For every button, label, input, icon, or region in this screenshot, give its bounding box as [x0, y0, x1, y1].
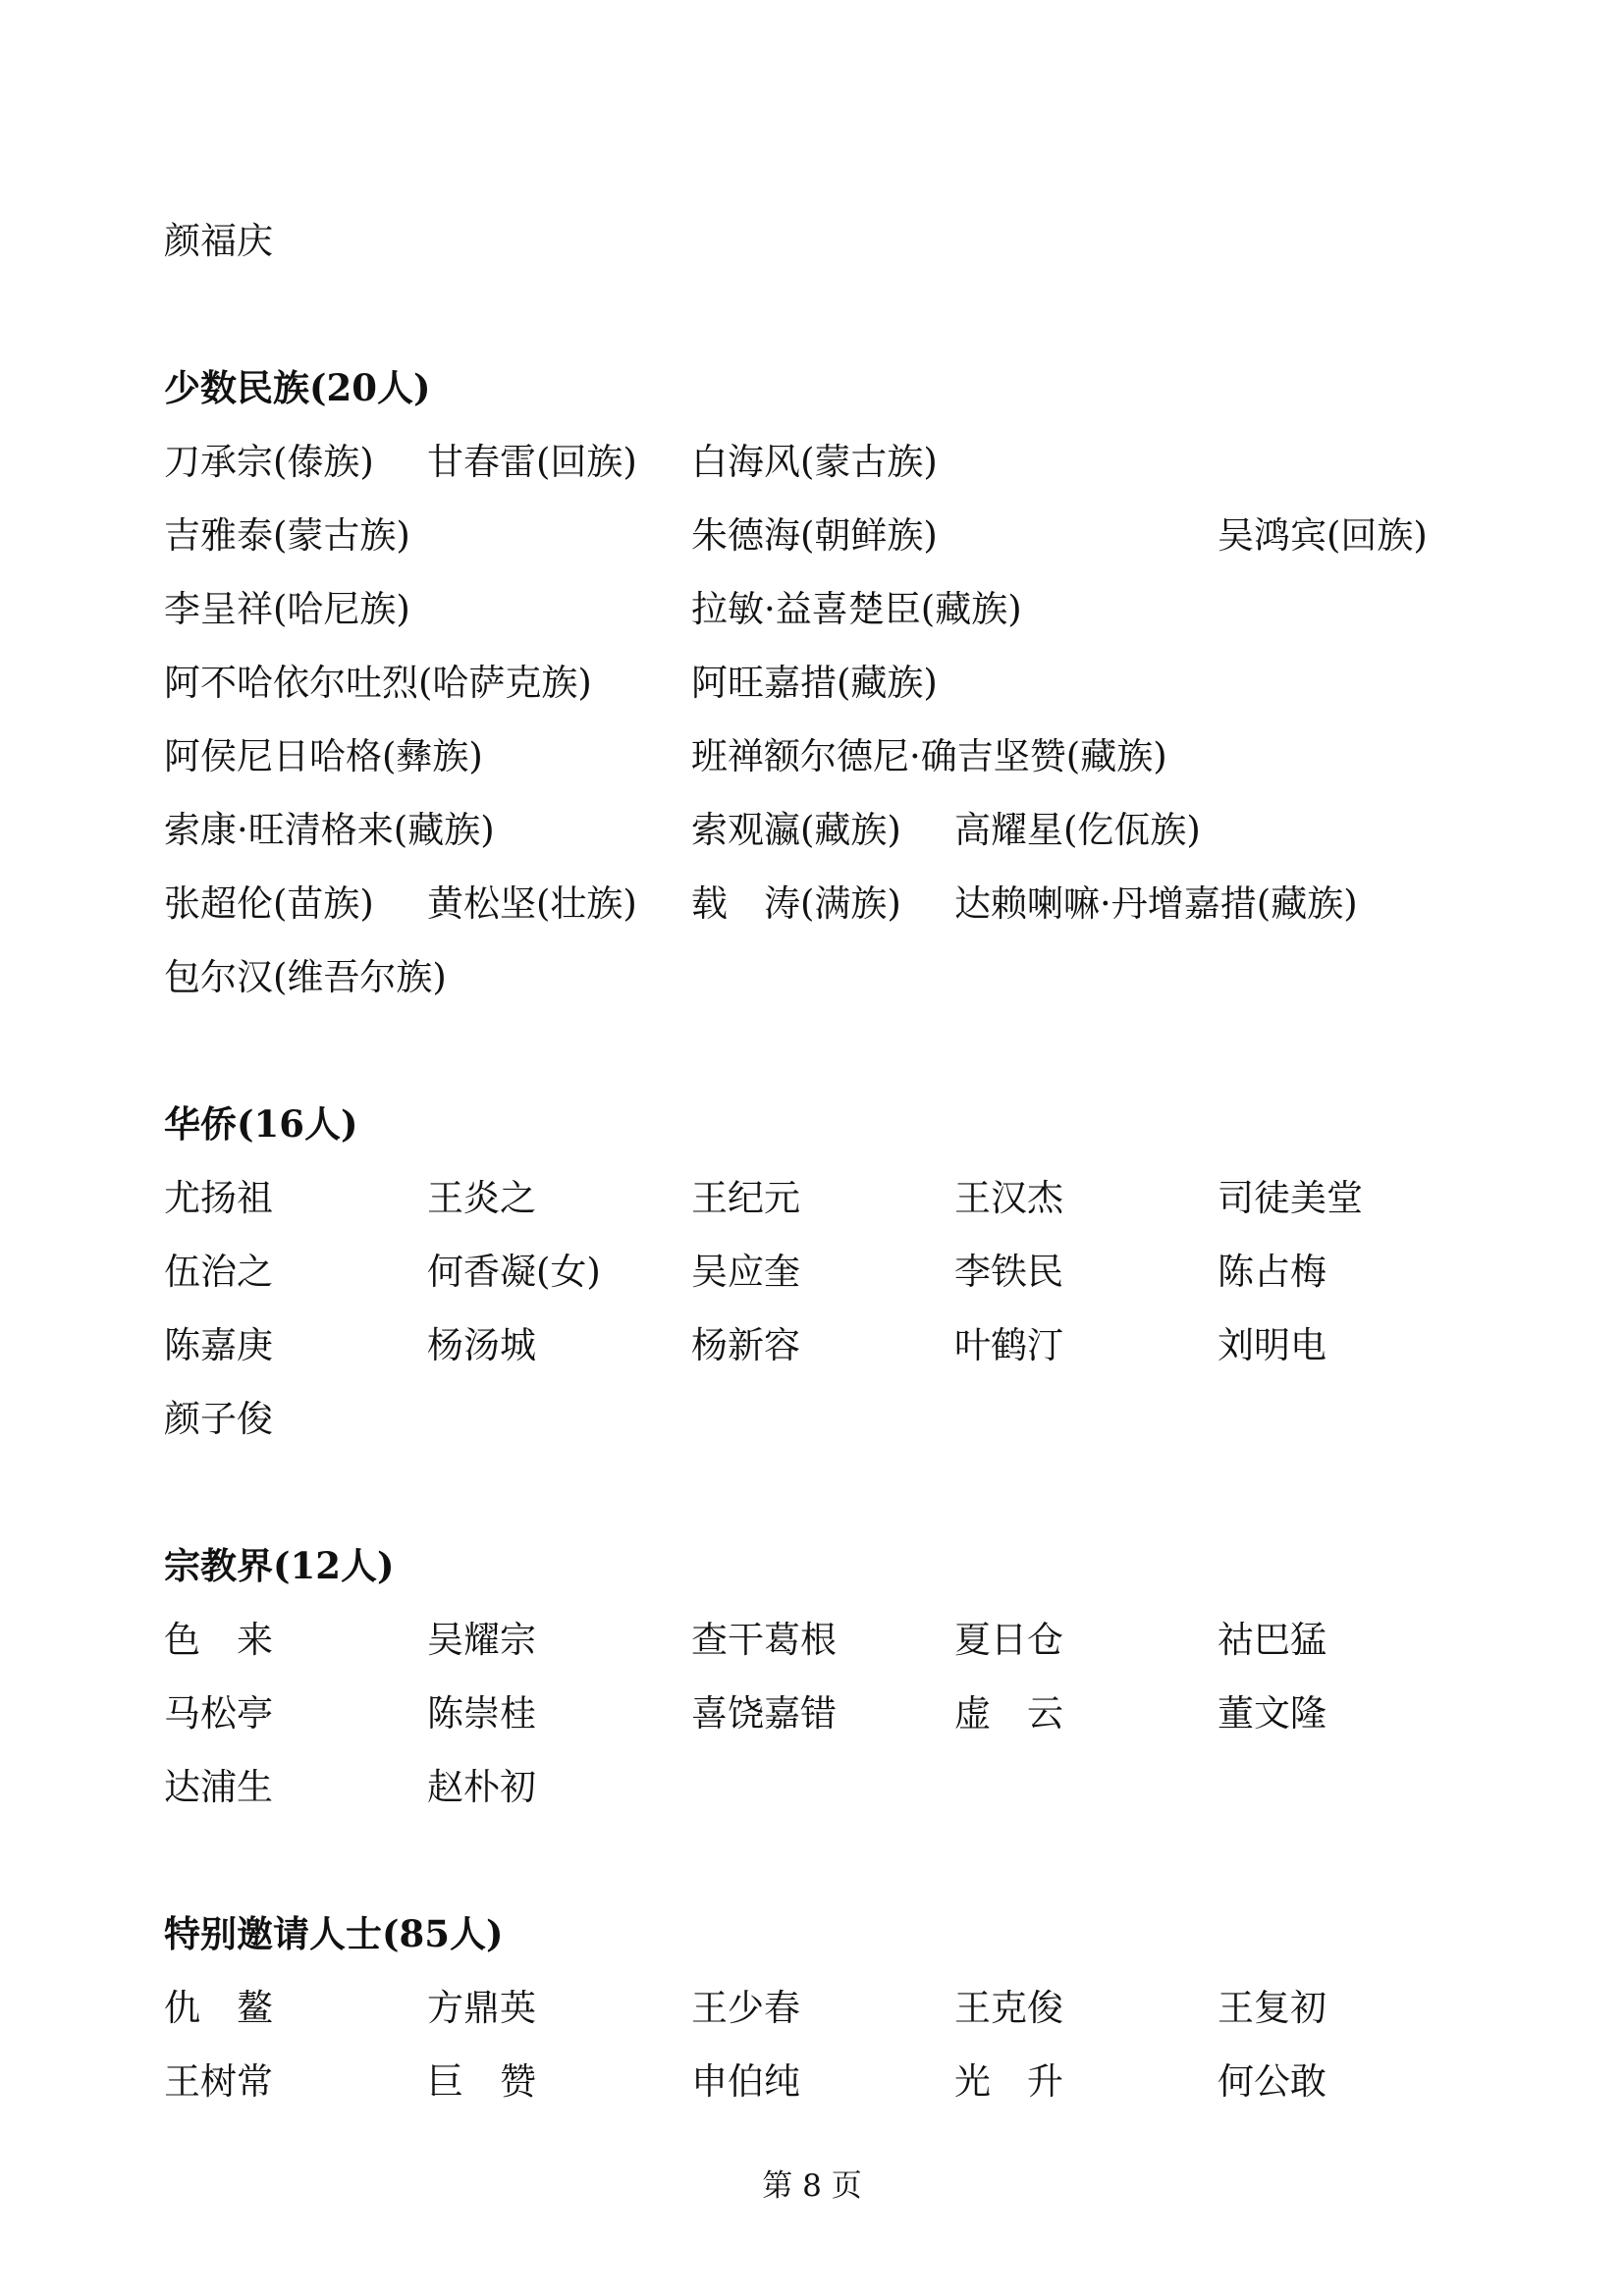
name-entry: 夏日仓 [954, 1619, 1063, 1661]
name-entry: 仇 鳌 [164, 1987, 273, 2029]
list-row [164, 940, 1470, 1014]
name-entry: 叶鹤汀 [954, 1324, 1063, 1366]
name-entry: 颜福庆 [164, 220, 273, 262]
name-entry: 王复初 [1218, 1987, 1326, 2029]
name-entry: 杨新容 [691, 1324, 800, 1366]
name-entry: 尤扬祖 [164, 1177, 273, 1219]
name-entry: 吴耀宗 [427, 1619, 536, 1661]
list-row [164, 1308, 1470, 1382]
name-entry: 色 来 [164, 1619, 273, 1661]
list-row [164, 499, 1470, 572]
name-entry: 达浦生 [164, 1766, 273, 1808]
name-entry: 巨 赞 [427, 2060, 536, 2103]
list-row [164, 1750, 1470, 1824]
section-spacer [164, 1824, 1470, 1897]
name-entry: 申伯纯 [691, 2060, 800, 2103]
list-row [164, 1235, 1470, 1308]
name-entry: 李铁民 [954, 1251, 1063, 1293]
name-entry: 包尔汉(维吾尔族) [164, 956, 447, 998]
name-entry: 李呈祥(哈尼族) [164, 588, 410, 630]
list-row [164, 793, 1470, 867]
name-entry: 阿旺嘉措(藏族) [691, 662, 938, 704]
name-entry: 董文隆 [1218, 1692, 1326, 1735]
name-entry: 何公敢 [1218, 2060, 1326, 2103]
name-entry: 王少春 [691, 1987, 800, 2029]
name-entry: 虚 云 [954, 1692, 1063, 1735]
list-row [164, 425, 1470, 499]
name-entry: 索康·旺清格来(藏族) [164, 809, 495, 851]
list-row [164, 1382, 1470, 1456]
name-entry: 吴鸿宾(回族) [1218, 514, 1428, 557]
section-spacer [164, 278, 1470, 351]
name-entry: 高耀星(仡佤族) [954, 809, 1201, 851]
list-row [164, 867, 1470, 940]
section-heading-special: 特别邀请人士(85人) [164, 1912, 504, 1955]
name-entry: 达赖喇嘛·丹增嘉措(藏族) [954, 882, 1358, 925]
name-entry: 何香凝(女) [427, 1251, 601, 1293]
name-entry: 甘春雷(回族) [427, 441, 637, 483]
name-entry: 陈占梅 [1218, 1251, 1326, 1293]
name-entry: 黄松坚(壮族) [427, 882, 637, 925]
name-entry: 载 涛(满族) [691, 882, 901, 925]
list-row [164, 1161, 1470, 1235]
name-entry: 伍治之 [164, 1251, 273, 1293]
list-row [164, 1971, 1470, 2045]
name-entry: 光 升 [954, 2060, 1063, 2103]
list-row [164, 720, 1470, 793]
list-row [164, 646, 1470, 720]
name-entry: 喜饶嘉错 [691, 1692, 837, 1735]
list-row [164, 572, 1470, 646]
name-entry: 刀承宗(傣族) [164, 441, 374, 483]
name-entry: 祜巴猛 [1218, 1619, 1326, 1661]
name-entry: 杨汤城 [427, 1324, 536, 1366]
name-entry: 陈嘉庚 [164, 1324, 273, 1366]
section-heading-religion: 宗教界(12人) [164, 1544, 395, 1587]
section-heading-overseas: 华侨(16人) [164, 1102, 358, 1146]
section-spacer [164, 1014, 1470, 1088]
name-entry: 王克俊 [954, 1987, 1063, 2029]
name-entry: 张超伦(苗族) [164, 882, 374, 925]
name-entry: 朱德海(朝鲜族) [691, 514, 938, 557]
name-entry: 白海风(蒙古族) [691, 441, 938, 483]
name-entry: 索观瀛(藏族) [691, 809, 901, 851]
list-row [164, 2045, 1470, 2118]
name-entry: 王纪元 [691, 1177, 800, 1219]
list-row [164, 1677, 1470, 1750]
name-entry: 司徒美堂 [1218, 1177, 1363, 1219]
name-entry: 吉雅泰(蒙古族) [164, 514, 410, 557]
page-number: 第 8 页 [762, 2168, 862, 2204]
name-entry: 班禅额尔德尼·确吉坚赞(藏族) [691, 735, 1167, 777]
name-entry: 陈崇桂 [427, 1692, 536, 1735]
name-entry: 阿不哈依尔吐烈(哈萨克族) [164, 662, 592, 704]
name-entry: 阿侯尼日哈格(彝族) [164, 735, 483, 777]
name-entry: 刘明电 [1218, 1324, 1326, 1366]
name-entry: 吴应奎 [691, 1251, 800, 1293]
name-entry: 查干葛根 [691, 1619, 837, 1661]
name-entry: 王汉杰 [954, 1177, 1063, 1219]
section-spacer [164, 1456, 1470, 1529]
name-entry: 赵朴初 [427, 1766, 536, 1808]
name-entry: 王炎之 [427, 1177, 536, 1219]
list-row [164, 204, 1470, 278]
name-entry: 方鼎英 [427, 1987, 536, 2029]
name-entry: 王树常 [164, 2060, 273, 2103]
page-content [164, 204, 1470, 2118]
name-entry: 颜子俊 [164, 1398, 273, 1440]
name-entry: 马松亭 [164, 1692, 273, 1735]
name-entry: 拉敏·益喜楚臣(藏族) [691, 588, 1022, 630]
section-heading-minority: 少数民族(20人) [164, 366, 431, 409]
list-row [164, 1603, 1470, 1677]
